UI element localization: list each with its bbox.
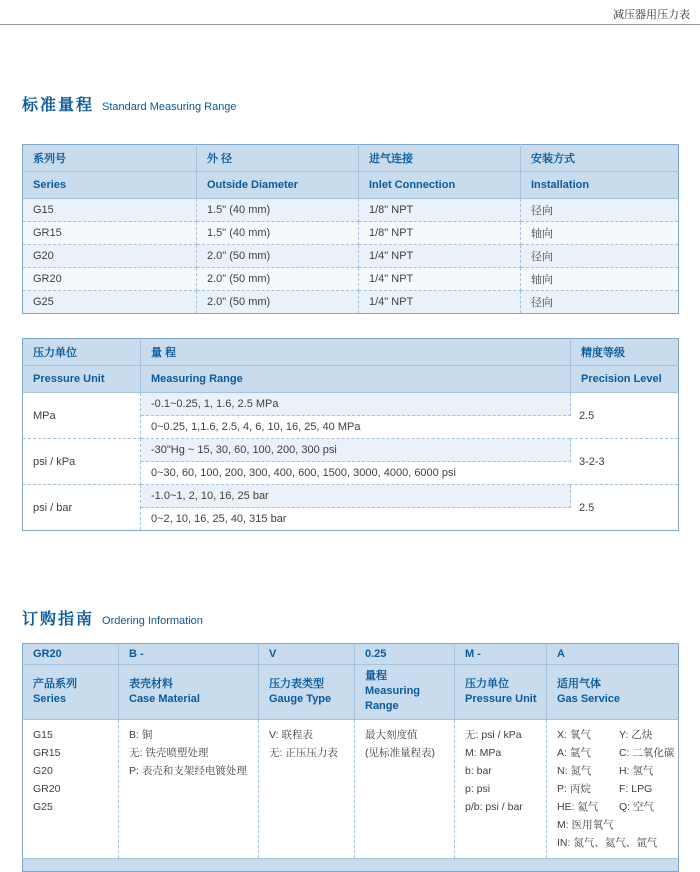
range-cell: -1.0~1, 2, 10, 16, 25 bar bbox=[141, 485, 571, 508]
table-cell: 2.0" (50 mm) bbox=[197, 245, 359, 268]
precision-cell: 3-2-3 bbox=[571, 439, 679, 485]
gas-option: N: 氮气 bbox=[557, 765, 592, 777]
option-line: GR20 bbox=[33, 783, 61, 795]
header-en: Gauge Type bbox=[269, 692, 332, 705]
gas-option: H: 氢气 bbox=[619, 765, 654, 777]
table-footer-row bbox=[23, 859, 679, 872]
table-cell: 径向 bbox=[521, 199, 679, 222]
table-row bbox=[23, 222, 679, 245]
gas-option: IN: 氮气、氦气、氩气 bbox=[557, 837, 658, 849]
range-cell: -30"Hg ~ 15, 30, 60, 100, 200, 300 psi bbox=[141, 439, 571, 462]
option-line: G15 bbox=[33, 729, 53, 741]
header-cell: Outside Diameter bbox=[197, 172, 359, 199]
option-line: GR15 bbox=[33, 747, 61, 759]
gas-option: HE: 氦气 bbox=[557, 801, 599, 813]
option-line: p: psi bbox=[465, 783, 491, 795]
header-cell: 精度等级 bbox=[571, 339, 679, 366]
header-zh: 压力表类型 bbox=[269, 677, 324, 690]
range-cell: -0.1~0.25, 1, 1.6, 2.5 MPa bbox=[141, 393, 571, 416]
code-cell: A bbox=[547, 644, 679, 665]
table-row bbox=[23, 439, 679, 462]
table-cell: GR15 bbox=[23, 222, 197, 245]
standard-range-table bbox=[22, 144, 679, 314]
measuring-range-table bbox=[22, 338, 679, 531]
table-row bbox=[23, 199, 679, 222]
header-cell: 系列号 bbox=[23, 145, 197, 172]
table-cell: 2.0" (50 mm) bbox=[197, 268, 359, 291]
option-line: 无: psi / kPa bbox=[465, 729, 522, 741]
option-line: (见标准量程表) bbox=[365, 747, 435, 759]
code-cell: B - bbox=[119, 644, 259, 665]
table-row bbox=[23, 245, 679, 268]
table-header-row-zh bbox=[23, 339, 679, 366]
option-line: G20 bbox=[33, 765, 53, 777]
page-title: 减压器用压力表 bbox=[613, 9, 690, 21]
header-cell: Inlet Connection bbox=[359, 172, 521, 199]
table-cell: 径向 bbox=[521, 291, 679, 314]
header-divider bbox=[0, 24, 700, 25]
option-line bbox=[557, 762, 674, 780]
option-line bbox=[557, 816, 674, 834]
table-cell: 1/4" NPT bbox=[359, 291, 521, 314]
table-cell: 1/4" NPT bbox=[359, 245, 521, 268]
header-en: Series bbox=[33, 692, 67, 705]
table-cell: 2.0" (50 mm) bbox=[197, 291, 359, 314]
header-cell: Measuring Range bbox=[141, 366, 571, 393]
gas-option: A: 氩气 bbox=[557, 747, 591, 759]
option-line bbox=[557, 744, 674, 762]
table-cell: G25 bbox=[23, 291, 197, 314]
table-cell: 1/8" NPT bbox=[359, 222, 521, 245]
gas-option: C: 二氧化碳 bbox=[619, 747, 675, 759]
header-cell: Installation bbox=[521, 172, 679, 199]
ordering-information-table bbox=[22, 643, 679, 872]
header-cell bbox=[547, 665, 679, 720]
option-line: 无: 铁壳喷塑处理 bbox=[129, 747, 209, 759]
code-cell: V bbox=[259, 644, 355, 665]
gas-option: Y: 乙炔 bbox=[619, 729, 653, 741]
option-line: G25 bbox=[33, 801, 53, 813]
table-row bbox=[23, 485, 679, 508]
gas-service-cell bbox=[547, 720, 679, 859]
header-zh: 量程 bbox=[365, 670, 387, 682]
table-cell: G15 bbox=[23, 199, 197, 222]
table-cell: 1.5" (40 mm) bbox=[197, 222, 359, 245]
header-en: Pressure Unit bbox=[465, 692, 537, 705]
code-cell: GR20 bbox=[23, 644, 119, 665]
option-line: 最大刻度值 bbox=[365, 729, 418, 741]
section-title-zh: 标准量程 bbox=[22, 97, 95, 114]
option-line: V: 联程表 bbox=[269, 729, 313, 741]
option-line: P: 表壳和支架经电镀处理 bbox=[129, 765, 247, 777]
header-cell: Precision Level bbox=[571, 366, 679, 393]
option-line: B: 铜 bbox=[129, 729, 153, 741]
header-cell: 安装方式 bbox=[521, 145, 679, 172]
table-cell: 轴向 bbox=[521, 268, 679, 291]
header-cell: Series bbox=[23, 172, 197, 199]
header-cell bbox=[259, 665, 355, 720]
order-code-row bbox=[23, 644, 679, 665]
table-header-row bbox=[23, 665, 679, 720]
gas-option: Q: 空气 bbox=[619, 801, 655, 813]
pressure-unit-cell: psi / kPa bbox=[23, 439, 141, 485]
pressure-unit-cell bbox=[455, 720, 547, 859]
table-cell: 轴向 bbox=[521, 222, 679, 245]
code-cell: M - bbox=[455, 644, 547, 665]
section-standard-range-title bbox=[22, 92, 237, 115]
range-cell: 0~0.25, 1,1.6, 2.5, 4, 6, 10, 16, 25, 40 MPa bbox=[141, 416, 571, 439]
header-cell: 进气连接 bbox=[359, 145, 521, 172]
header-zh: 适用气体 bbox=[557, 677, 601, 690]
gauge-type-cell bbox=[259, 720, 355, 859]
pressure-unit-cell: MPa bbox=[23, 393, 141, 439]
table-cell: 1.5" (40 mm) bbox=[197, 199, 359, 222]
table-cell: GR20 bbox=[23, 268, 197, 291]
option-line bbox=[557, 834, 674, 852]
pressure-unit-cell: psi / bar bbox=[23, 485, 141, 531]
option-line: M: MPa bbox=[465, 747, 502, 759]
header-en: Case Material bbox=[129, 692, 200, 705]
gas-option: F: LPG bbox=[619, 783, 653, 795]
table-cell: G20 bbox=[23, 245, 197, 268]
header-cell: 量 程 bbox=[141, 339, 571, 366]
gas-option: M: 医用氧气 bbox=[557, 819, 614, 831]
option-line: 无: 正压压力表 bbox=[269, 747, 338, 759]
header-cell: 外 径 bbox=[197, 145, 359, 172]
option-line: b: bar bbox=[465, 765, 492, 777]
table-header-row-en bbox=[23, 172, 679, 199]
table-cell: 1/4" NPT bbox=[359, 268, 521, 291]
section-title-en: Ordering Information bbox=[102, 615, 203, 627]
table-row bbox=[23, 393, 679, 416]
table-header-row-zh bbox=[23, 145, 679, 172]
header-en: Gas Service bbox=[557, 692, 620, 705]
gas-option: X: 氧气 bbox=[557, 729, 591, 741]
header-cell bbox=[455, 665, 547, 720]
header-zh: 表壳材料 bbox=[129, 677, 173, 690]
code-cell: 0.25 bbox=[355, 644, 455, 665]
header-zh: 产品系列 bbox=[33, 677, 77, 690]
option-line: p/b: psi / bar bbox=[465, 801, 523, 813]
range-cell: 0~30, 60, 100, 200, 300, 400, 600, 1500, 3000, 4000, 6000 psi bbox=[141, 462, 571, 485]
precision-cell: 2.5 bbox=[571, 485, 679, 531]
range-cell: 0~2, 10, 16, 25, 40, 315 bar bbox=[141, 508, 571, 531]
table-cell: 1/8" NPT bbox=[359, 199, 521, 222]
footer-strip bbox=[23, 859, 679, 872]
precision-cell: 2.5 bbox=[571, 393, 679, 439]
gas-option: P: 丙烷 bbox=[557, 783, 591, 795]
series-options-cell bbox=[23, 720, 119, 859]
header-zh: 压力单位 bbox=[465, 677, 509, 690]
header-en: Measuring Range bbox=[365, 685, 421, 712]
section-title-zh: 订购指南 bbox=[22, 611, 95, 628]
header-cell bbox=[23, 665, 119, 720]
table-row bbox=[23, 291, 679, 314]
header-cell bbox=[119, 665, 259, 720]
table-header-row-en bbox=[23, 366, 679, 393]
table-cell: 径向 bbox=[521, 245, 679, 268]
order-options-row bbox=[23, 720, 679, 859]
header-cell bbox=[355, 665, 455, 720]
option-line bbox=[557, 798, 674, 816]
measuring-range-cell bbox=[355, 720, 455, 859]
section-title-en: Standard Measuring Range bbox=[102, 101, 237, 113]
header-cell: 压力单位 bbox=[23, 339, 141, 366]
option-line bbox=[557, 726, 674, 744]
header-cell: Pressure Unit bbox=[23, 366, 141, 393]
table-row bbox=[23, 268, 679, 291]
case-material-cell bbox=[119, 720, 259, 859]
section-ordering-title bbox=[22, 606, 203, 629]
option-line bbox=[557, 780, 674, 798]
